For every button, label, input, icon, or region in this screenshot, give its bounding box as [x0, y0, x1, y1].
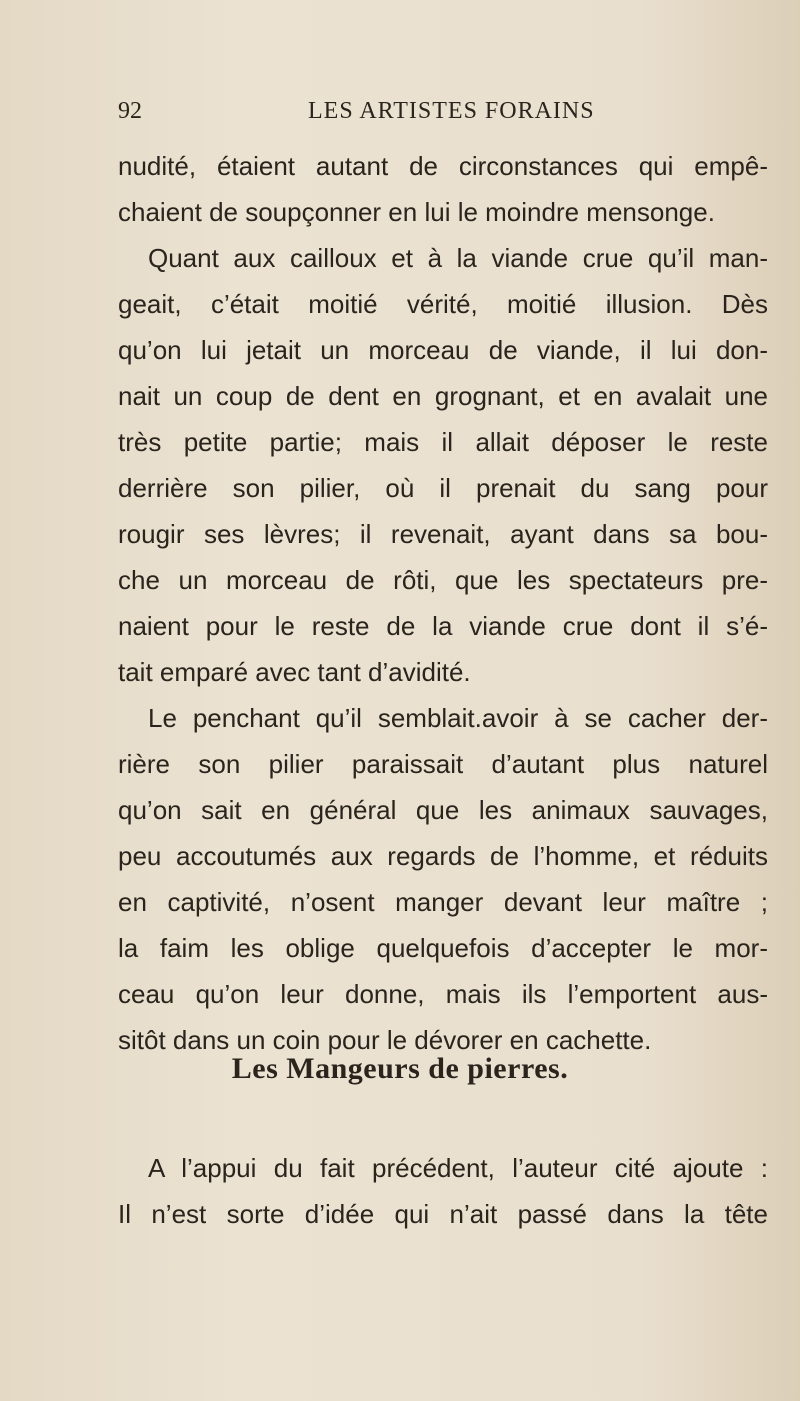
section-heading: Les Mangeurs de pierres.: [231, 1052, 569, 1085]
text-line: Quant aux cailloux et à la viande crue qu’il man-: [148, 243, 768, 273]
text-line: très petite partie; mais il allait déposer le reste: [118, 427, 768, 457]
text-line: Le penchant qu’il semblait.avoir à se cacher der-: [148, 703, 768, 733]
text-line: rougir ses lèvres; il revenait, ayant dans sa bou-: [118, 519, 768, 549]
text-line: naient pour le reste de la viande crue dont il s’é-: [118, 611, 768, 641]
text-line: che un morceau de rôti, que les spectateurs pre-: [118, 565, 768, 595]
text-line: la faim les oblige quelquefois d’accepter le mor-: [118, 933, 768, 963]
text-line: peu accoutumés aux regards de l’homme, et réduits: [118, 841, 768, 871]
text-line: en captivité, n’osent manger devant leur maître ;: [118, 887, 768, 917]
text-line: Il n’est sorte d’idée qui n’ait passé dans la tête: [118, 1199, 768, 1229]
body-text: [118, 143, 768, 1063]
text-line: chaient de soupçonner en lui le moindre mensonge.: [118, 197, 715, 227]
text-line: nudité, étaient autant de circonstances qui empê-: [118, 151, 768, 181]
running-title: LES ARTISTES FORAINS: [308, 98, 595, 124]
text-line: rière son pilier paraissait d’autant plus naturel: [118, 749, 768, 779]
section-text: [118, 1145, 768, 1237]
page-number: 92: [118, 98, 142, 124]
text-line: sitôt dans un coin pour le dévorer en cachette.: [118, 1025, 652, 1055]
text-line: A l’appui du fait précédent, l’auteur cité ajoute :: [148, 1153, 768, 1183]
page-header: [118, 98, 638, 132]
text-line: ceau qu’on leur donne, mais ils l’emportent aus-: [118, 979, 768, 1009]
text-line: derrière son pilier, où il prenait du sang pour: [118, 473, 768, 503]
text-line: geait, c’était moitié vérité, moitié illusion. Dès: [118, 289, 768, 319]
text-line: tait emparé avec tant d’avidité.: [118, 657, 471, 687]
text-line: qu’on lui jetait un morceau de viande, il lui don-: [118, 335, 768, 365]
text-line: nait un coup de dent en grognant, et en avalait une: [118, 381, 768, 411]
text-line: qu’on sait en général que les animaux sauvages,: [118, 795, 768, 825]
